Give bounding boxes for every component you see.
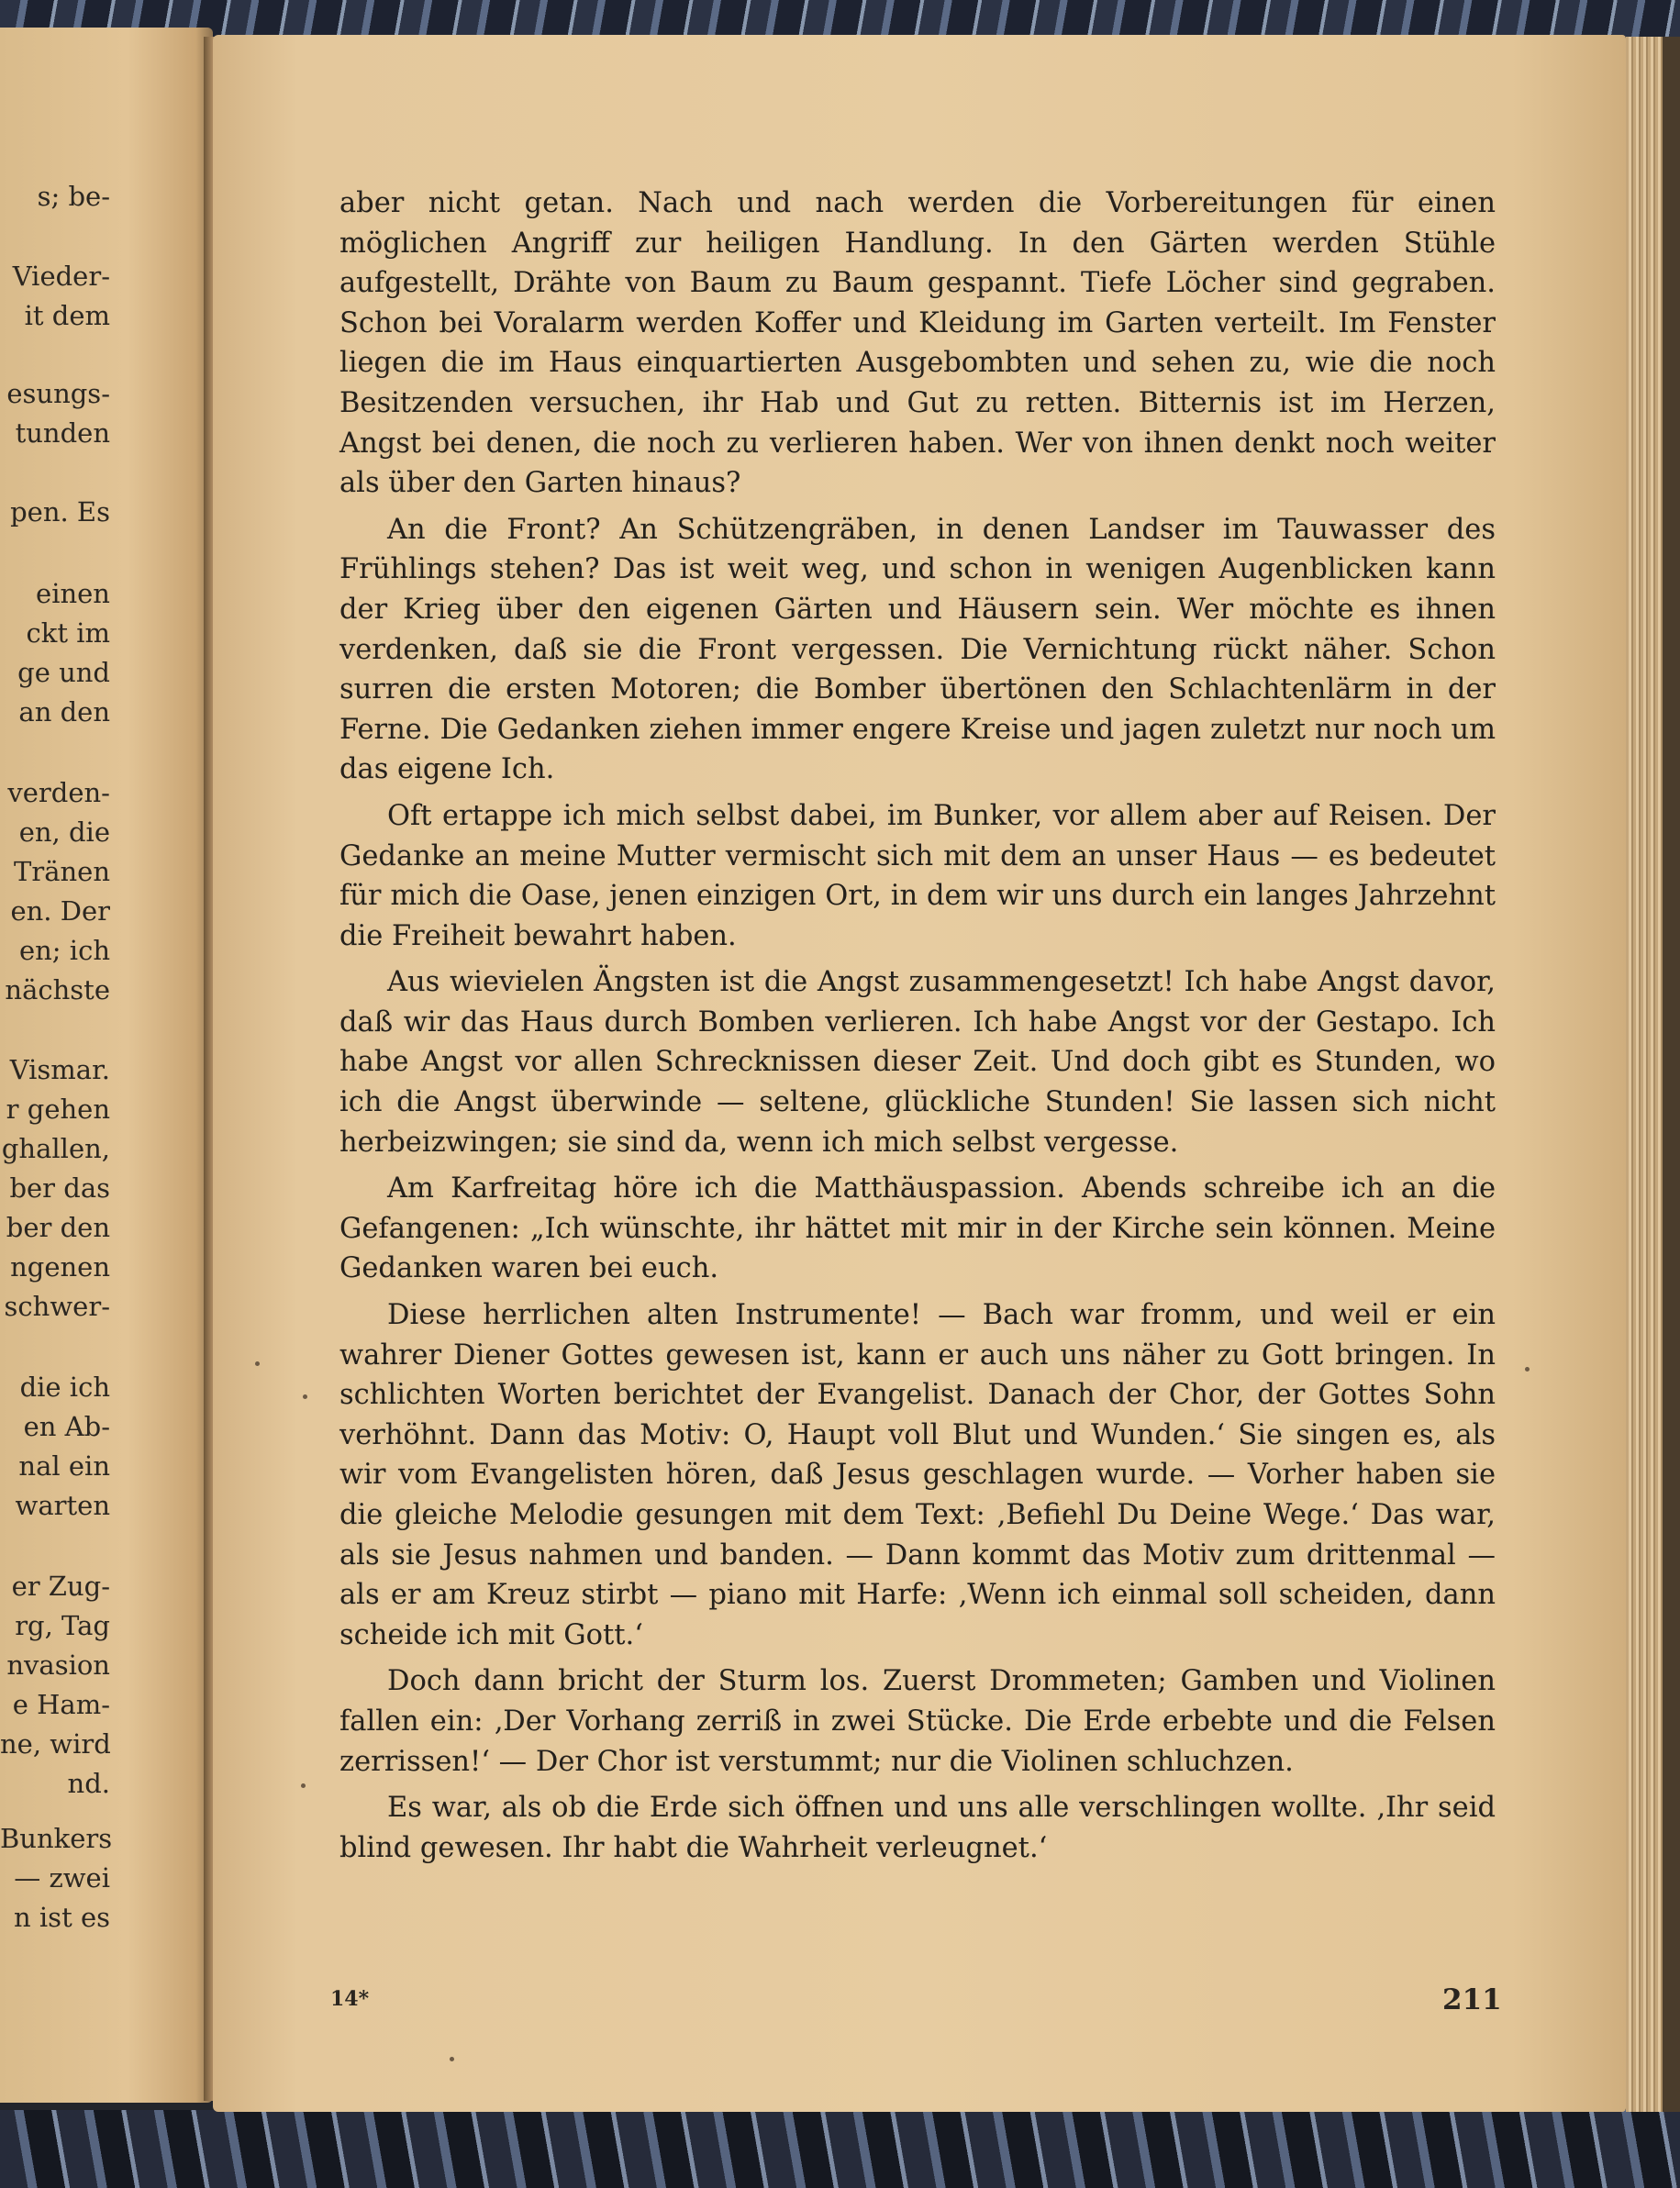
- left-line: en; ich: [18, 935, 110, 966]
- left-line: n ist es: [14, 1902, 110, 1933]
- left-line: e Ham-: [12, 1689, 110, 1720]
- left-line: schwer-: [4, 1291, 110, 1322]
- left-line: nal ein: [18, 1450, 110, 1482]
- paper-speck: [255, 1361, 260, 1366]
- book-edge-shadow: [1663, 37, 1680, 2112]
- left-line: er Zug-: [11, 1571, 110, 1602]
- cloth-cover-top: [0, 0, 1680, 37]
- left-line: tunden: [15, 417, 110, 449]
- paragraph: Doch dann bricht der Sturm los. Zuerst Drommeten; Gamben und Violinen fallen ein: ‚Der Vorhang zerriß in zwei Stücke. Die Erde erbebte und die Felsen zerrissen!‘ — Der Chor ist verstummt; nur die Violinen schluchzen.: [339, 1665, 1496, 1778]
- left-line: ber den: [6, 1212, 110, 1243]
- left-line: nächste: [5, 974, 110, 1005]
- left-line: en Ab-: [23, 1411, 110, 1442]
- left-page: [0, 28, 213, 2103]
- body-text: [339, 183, 1496, 1874]
- page-number: 211: [1442, 1983, 1502, 2016]
- paragraph: Oft ertappe ich mich selbst dabei, im Bunker, vor allem aber auf Reisen. Der Gedanke an meine Mutter vermischt sich mit dem an unser Haus — es bedeutet für mich die Oase, jenen einzigen Ort, in dem wir uns durch ein langes Jahrzehnt die Freiheit bewahrt haben.: [339, 799, 1496, 952]
- paragraph: Es war, als ob die Erde sich öffnen und uns alle verschlingen wollte. ‚Ihr seid blind gewesen. Ihr habt die Wahrheit verleugnet.‘: [339, 1792, 1496, 1864]
- paragraph: Aus wievielen Ängsten ist die Angst zusammengesetzt! Ich habe Angst davor, daß wir das Haus durch Bomben verlieren. Ich habe Angst vor der Gestapo. Ich habe Angst vor allen Schrecknissen dieser Zeit. Und doch gibt es Stunden, wo ich die Angst überwinde — seltene, glückliche Stunden! Sie lassen sich nicht herbeizwingen; sie sind da, wenn ich mich selbst vergesse.: [339, 966, 1496, 1159]
- signature-mark: 14*: [330, 1987, 370, 2011]
- left-line: ghallen,: [1, 1133, 110, 1164]
- left-line: pen. Es: [10, 496, 110, 528]
- left-line: Bunkers: [0, 1823, 113, 1854]
- cloth-cover-bottom: [0, 2110, 1680, 2188]
- left-line: rg, Tag: [15, 1610, 110, 1641]
- paragraph: Diese herrlichen alten Instrumente! — Bach war fromm, und weil er ein wahrer Diener Gottes gewesen ist, kann er auch uns näher zu Gott bringen. In schlichten Worten berichtet der Evangelist. Danach der Chor, der Gottes Sohn verhöhnt. Dann das Motiv: O, Haupt voll Blut und Wunden.‘ Sie singen es, als wir vom Evangelisten hören, daß Jesus geschlagen wurde. — Vorher haben sie die gleiche Melodie gesungen mit dem Text: ‚Befiehl Du Deine Wege.‘ Das war, als sie Jesus nahmen und banden. — Dann kommt das Motiv zum drittenmal — als er am Kreuz stirbt — piano mit Harfe: ‚Wenn ich einmal soll scheiden, dann scheide ich mit Gott.‘: [339, 1299, 1496, 1651]
- left-line: — zwei: [14, 1862, 110, 1894]
- left-line: verden-: [7, 777, 110, 808]
- left-line: Vieder-: [12, 261, 110, 292]
- left-line: die ich: [19, 1372, 110, 1403]
- left-line: ne, wird: [0, 1728, 111, 1760]
- paragraph: An die Front? An Schützengräben, in denen Landser im Tauwasser des Frühlings stehen? Das ist weit weg, und schon in wenigen Augenblicken kann der Krieg über den eigenen Gärten und Häusern sein. Wer möchte es ihnen verdenken, daß sie die Front vergessen. Die Vernichtung rückt näher. Schon surren die ersten Motoren; die Bomber übertönen den Schlachtenlärm in der Ferne. Die Gedanken ziehen immer engere Kreise und jagen zuletzt nur noch um das eigene Ich.: [339, 513, 1496, 786]
- left-line: Tränen: [13, 856, 110, 887]
- paragraph: Am Karfreitag höre ich die Matthäuspassion. Abends schreibe ich an die Gefangenen: „Ich wünschte, ihr hättet mit mir in der Kirche sein können. Meine Gedanken waren bei euch.: [339, 1172, 1496, 1285]
- left-line: r gehen: [6, 1094, 110, 1125]
- left-line: warten: [15, 1490, 110, 1521]
- left-line: en, die: [18, 816, 110, 848]
- paper-speck: [1525, 1367, 1530, 1372]
- page-edges: [1626, 37, 1663, 2112]
- paper-speck: [450, 2057, 454, 2061]
- paragraph: aber nicht getan. Nach und nach werden die Vorbereitungen für einen möglichen Angriff zur heiligen Handlung. In den Gärten werden Stühle aufgestellt, Drähte von Baum zu Baum gespannt. Tiefe Löcher sind gegraben. Schon bei Voralarm werden Koffer und Kleidung im Garten verteilt. Im Fenster liegen die im Haus einquartierten Ausgebombten und sehen zu, wie die noch Besitzenden versuchen, ihr Hab und Gut zu retten. Bitternis ist im Herzen, Angst bei denen, die noch zu verlieren haben. Wer von ihnen denkt noch weiter als über den Garten hinaus?: [339, 187, 1496, 500]
- left-line: Vismar.: [9, 1054, 110, 1085]
- left-line: esungs-: [6, 378, 110, 409]
- paper-speck: [303, 1394, 307, 1399]
- left-line: ngenen: [10, 1251, 110, 1283]
- left-line: ckt im: [26, 617, 110, 649]
- left-line: s; be-: [37, 181, 110, 212]
- paper-speck: [301, 1783, 306, 1788]
- left-line: ge und: [17, 657, 110, 688]
- left-line: nvasion: [6, 1649, 110, 1681]
- left-line: einen: [36, 578, 110, 609]
- left-line: nd.: [67, 1768, 110, 1799]
- left-line: ber das: [9, 1172, 110, 1204]
- left-line: it dem: [24, 300, 110, 331]
- left-line: an den: [18, 696, 110, 727]
- left-line: en. Der: [10, 895, 110, 927]
